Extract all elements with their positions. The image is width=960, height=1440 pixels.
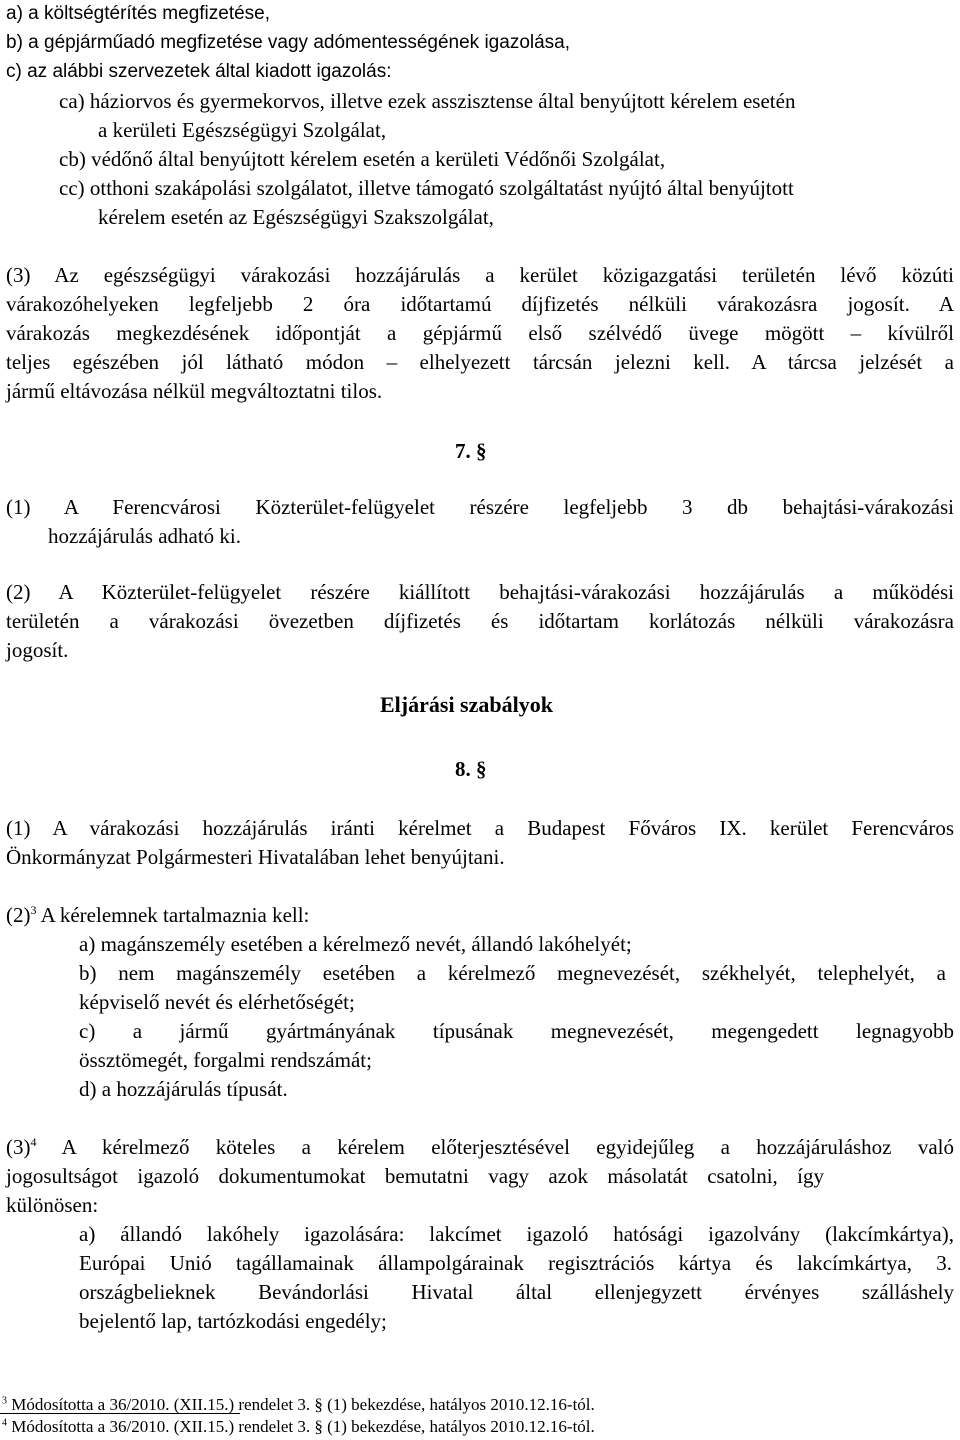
list-item-c: c) a jármű gyártmányának típusának megnevezését, megengedett legnagyobb [79,1019,954,1043]
paragraph-8-1-cont: Önkormányzat Polgármesteri Hivatalában lehet benyújtani. [6,845,505,869]
list-item-c: c) az alábbi szervezetek által kiadott igazolás: [6,61,392,82]
paragraph-7-2-cont: területén a várakozási övezetben díjfizetés és időtartam korlátozás nélküli várakozásra [6,609,954,633]
paragraph-text: A kérelemnek tartalmaznia kell: [36,903,310,927]
list-item-ca-cont: a kerületi Egészségügyi Szolgálat, [98,118,387,142]
list-item-a: a) a költségtérítés megfizetése, [6,3,271,24]
list-item-a-cont: országbelieknek Bevándorlási Hivatal által ellenjegyzett érvényes szálláshely [79,1280,954,1304]
list-item-b: b) a gépjárműadó megfizetése vagy adómentességének igazolása, [6,32,571,53]
list-item-c-cont: össztömegét, forgalmi rendszámát; [79,1048,372,1072]
list-item-cc: cc) otthoni szakápolási szolgálatot, illetve támogató szolgáltatást nyújtó által benyújtott [59,176,794,200]
paragraph-8-1: (1) A várakozási hozzájárulás iránti kérelmet a Budapest Főváros IX. kerület Ferencváros [6,816,954,840]
paragraph-3-line: teljes egészében jól látható módon – elhelyezett tárcsán jelezni kell. A tárcsa jelzését a [6,350,954,374]
footnote-number: 4 [2,1417,7,1429]
section-heading: Eljárási szabályok [380,692,553,717]
footnote [2,1394,595,1416]
paragraph-7-1-cont: hozzájárulás adható ki. [48,524,241,548]
footnote-ref[interactable]: 4 [30,1135,37,1149]
list-item-a: a) állandó lakóhely igazolására: lakcímet igazoló hatósági igazolvány (lakcímkártya), [79,1222,954,1246]
list-item-a-cont: Európai Unió tagállamainak állampolgárainak regisztrációs kártya és lakcímkártya, 3. [79,1251,952,1275]
footnote-text: Módosította a 36/2010. (XII.15.) rendelet 3. § (1) bekezdése, hatályos 2010.12.16-tól. [11,1417,595,1436]
footnote-text: Módosította a 36/2010. (XII.15.) rendelet 3. § (1) bekezdése, hatályos 2010.12.16-tól. [11,1395,595,1414]
section-number-8: 8. § [455,757,487,781]
paragraph-number: (2) [6,903,31,927]
list-item-b: b) nem magánszemély esetében a kérelmező megnevezését, székhelyét, telephelyét, a [79,961,946,985]
paragraph-8-3-cont: különösen: [6,1193,99,1217]
paragraph-8-3-cont: jogosultságot igazoló dokumentumokat bemutatni vagy azok másolatát csatolni, így [6,1164,824,1188]
list-item-d: d) a hozzájárulás típusát. [79,1077,288,1101]
paragraph-number: (3) [6,1135,31,1159]
section-number-7: 7. § [455,439,487,463]
paragraph-3-line: várakozóhelyeken legfeljebb 2 óra időtartamú díjfizetés nélküli várakozásra jogosít. A [6,292,954,316]
list-item-a-cont: bejelentő lap, tartózkodási engedély; [79,1309,387,1333]
list-item-cc-cont: kérelem esetén az Egészségügyi Szakszolgálat, [98,205,494,229]
paragraph-7-1: (1) A Ferencvárosi Közterület-felügyelet részére legfeljebb 3 db behajtási-várakozási [6,495,954,519]
list-item-cb: cb) védőnő által benyújtott kérelem esetén a kerületi Védőnői Szolgálat, [59,147,666,171]
paragraph-3-line: várakozás megkezdésének időpontját a gépjármű első szélvédő üvege mögött – kívülről [6,321,954,345]
footnote-ref[interactable]: 3 [30,903,37,917]
paragraph-3-line: (3) Az egészségügyi várakozási hozzájárulás a kerület közigazgatási területén lévő közúti [6,263,954,287]
list-item-b-cont: képviselő nevét és elérhetőségét; [79,990,355,1014]
list-item-a: a) magánszemély esetében a kérelmező nevét, állandó lakóhelyét; [79,932,632,956]
footnote-number: 3 [2,1395,7,1407]
paragraph-3-line: jármű eltávozása nélkül megváltoztatni tilos. [6,379,383,403]
paragraph-8-3 [6,1134,954,1160]
footnote [2,1416,595,1438]
paragraph-7-2-cont: jogosít. [6,638,69,662]
list-item-ca: ca) háziorvos és gyermekorvos, illetve ezek asszisztense által benyújtott kérelem esetén [59,89,796,113]
paragraph-8-2 [6,902,309,928]
paragraph-7-2: (2) A Közterület-felügyelet részére kiállított behajtási-várakozási hozzájárulás a működési [6,580,954,604]
paragraph-text: A kérelmező köteles a kérelem előterjesztésével egyidejűleg a hozzájáruláshoz való [36,1135,954,1159]
